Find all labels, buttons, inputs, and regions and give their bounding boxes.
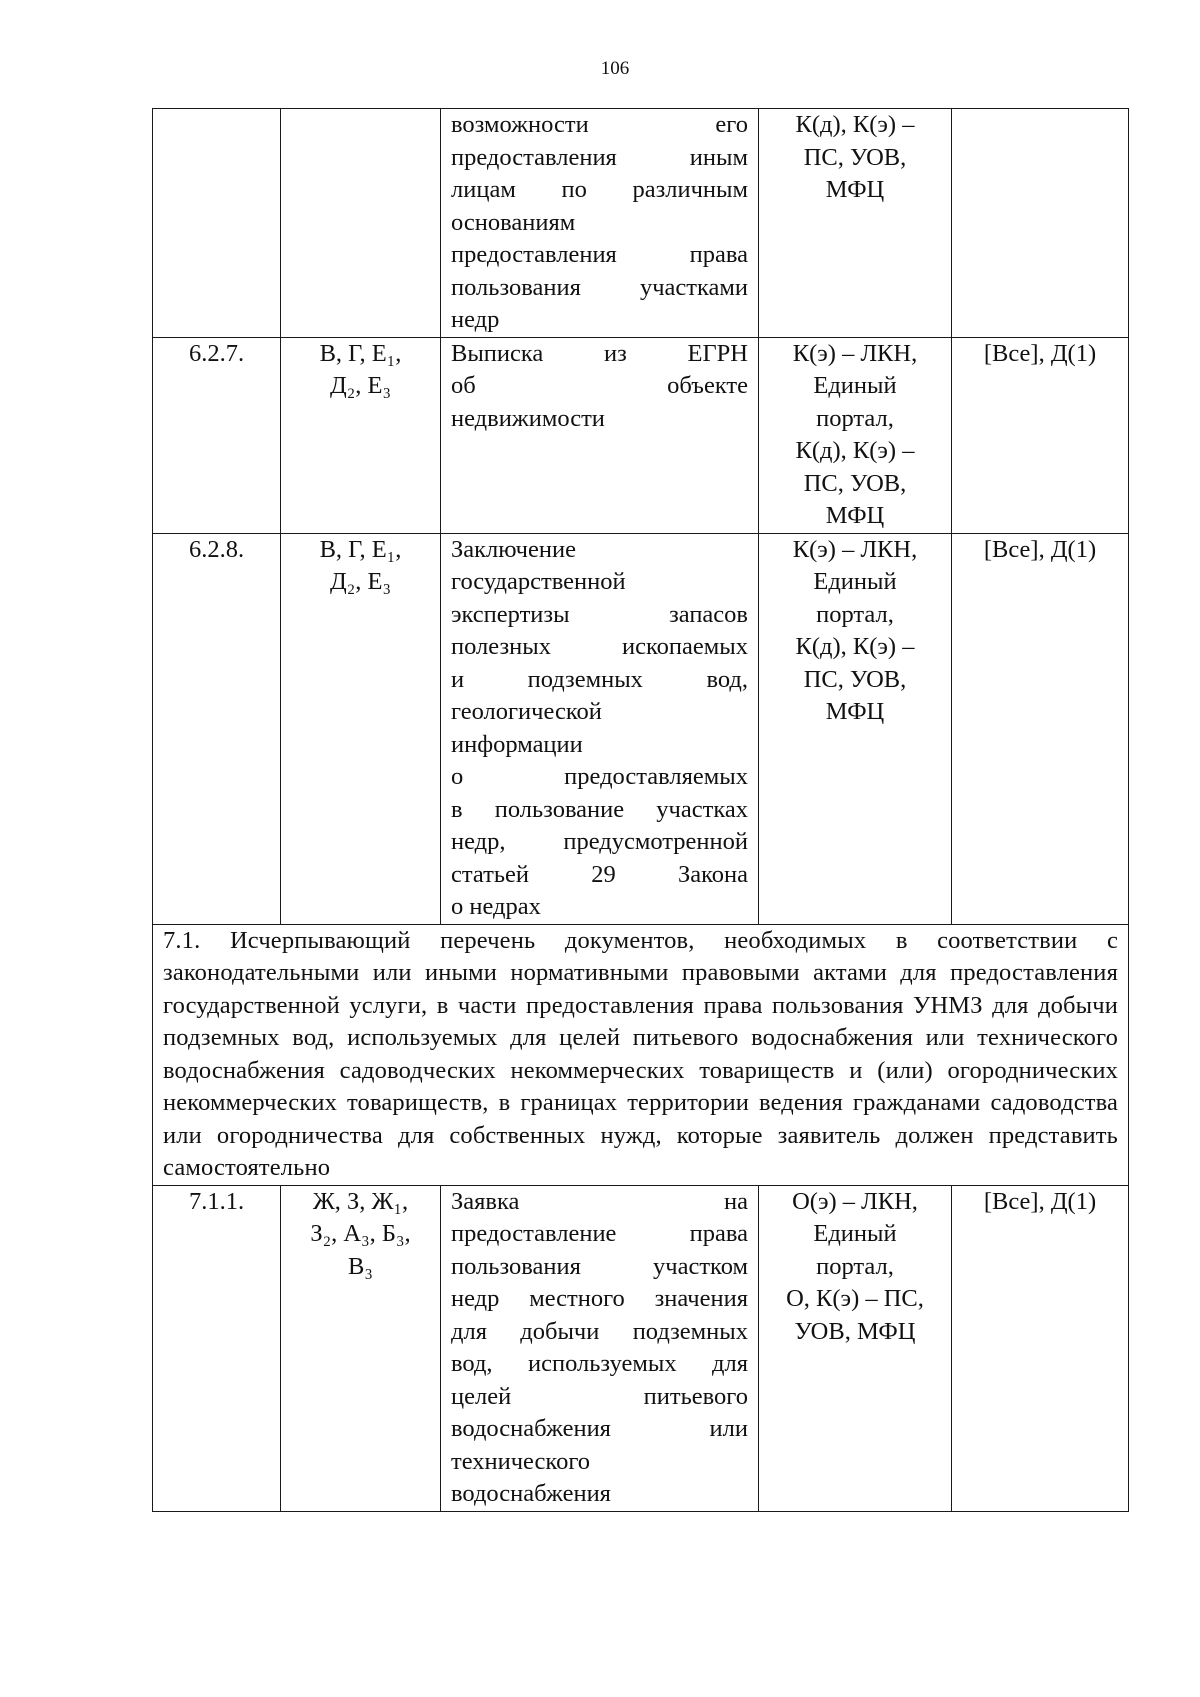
text-line: портал, [816,600,894,628]
text-line: Ж, З, Ж₁, [312,1187,409,1215]
text-line: К(д), К(э) – [795,111,915,138]
section-row [153,924,1129,1185]
text-line: О(э) – ЛКН, [792,1187,918,1215]
text-line: Единый [813,568,897,595]
text-line: Единый [813,1220,897,1247]
submission-method [759,533,952,924]
requirements-note: [Все], Д(1) [952,1185,1129,1511]
applicant-codes [281,337,441,533]
submission-method [759,337,952,533]
text-line: технического [451,1447,591,1475]
text-line: геологической [451,698,602,725]
row-number [153,109,281,338]
text-line: В, Г, Е₁, [319,339,402,367]
text-line: недр, предусмотренной [451,828,748,855]
row-number: 6.2.8. [153,533,281,924]
text-line: предоставления иным [451,143,748,171]
applicant-codes [281,1185,441,1511]
text-line: портал, [816,1252,894,1280]
text-line: водоснабжения [451,1480,611,1507]
text-line: К(э) – ЛКН, [792,535,918,563]
text-line: о предоставляемых [451,763,748,790]
text-line: портал, [816,404,894,432]
text-line: недр местного значения [451,1285,748,1312]
text-line: статьей 29 Закона [451,860,748,888]
text-line: государственной [451,568,626,595]
text-line: об объекте [451,372,748,399]
text-line: К(д), К(э) – [795,437,915,464]
table-row [153,337,1129,533]
text-line: УОВ, МФЦ [794,1317,916,1345]
text-line: основаниям [451,208,576,236]
text-line: Выписка из ЕГРН [451,339,748,367]
text-line: недр [451,306,500,333]
requirements-note: [Все], Д(1) [952,337,1129,533]
text-line: и подземных вод, [451,665,748,693]
text-line: Заявка на [451,1187,748,1215]
text-line: о недрах [451,893,541,920]
page-number: 106 [600,58,630,79]
text-line: экспертизы запасов [451,600,748,628]
text-line: Заключение [451,535,576,563]
table-row [153,1185,1129,1511]
text-line: О, К(э) – ПС, [786,1285,924,1312]
section-heading: 7.1. Исчерпывающий перечень документов, необходимых в соответствии с законодательными или иными нормативными правовыми актами для предоставления государственной услуги, в части предоставления права пользования УНМЗ для добычи подземных вод, используемых для целей питьевого водоснабжения или технического водоснабжения садоводческих некоммерческих товариществ и (или) огороднических некоммерческих товариществ, в границах территории ведения гражданами садоводства или огородничества для собственных нужд, которые заявитель должен представить самостоятельно [153,924,1129,1185]
row-number: 6.2.7. [153,337,281,533]
text-line: предоставления права [451,241,748,268]
text-line: В, Г, Е₁, [319,535,402,563]
text-line: вод, используемых для [451,1350,748,1377]
text-line: Д₂, Е₃ [329,568,391,595]
text-line: В₃ [348,1252,373,1280]
text-line: К(д), К(э) – [795,633,915,660]
requirements-note: [Все], Д(1) [952,533,1129,924]
text-line: пользования участками [451,273,748,301]
document-description [441,533,759,924]
text-line: возможности его [451,111,748,138]
text-line: лицам по различным [451,176,748,203]
text-line: МФЦ [825,698,885,725]
text-line: водоснабжения или [451,1415,748,1442]
applicant-codes [281,533,441,924]
document-description [441,109,759,338]
text-line: ПС, УОВ, [803,665,907,693]
document-description [441,337,759,533]
submission-method [759,1185,952,1511]
text-line: пользования участком [451,1252,748,1280]
document-description [441,1185,759,1511]
requirements-note [952,109,1129,338]
submission-method [759,109,952,338]
text-line: К(э) – ЛКН, [792,339,918,367]
text-line: недвижимости [451,404,605,432]
row-number: 7.1.1. [153,1185,281,1511]
text-line: МФЦ [825,176,885,203]
text-line: информации [451,730,583,758]
text-line: МФЦ [825,502,885,529]
text-line: в пользование участках [451,795,748,823]
text-line: целей питьевого [451,1382,748,1410]
text-line: полезных ископаемых [451,633,748,660]
text-line: ПС, УОВ, [803,469,907,497]
table-row [153,109,1129,338]
text-line: ПС, УОВ, [803,143,907,171]
applicant-codes [281,109,441,338]
text-line: З₂, А₃, Б₃, [310,1220,411,1247]
table-row [153,533,1129,924]
text-line: Единый [813,372,897,399]
text-line: предоставление права [451,1220,748,1247]
text-line: для добычи подземных [451,1317,748,1345]
text-line: Д₂, Е₃ [329,372,391,399]
documents-table [152,108,1129,1512]
